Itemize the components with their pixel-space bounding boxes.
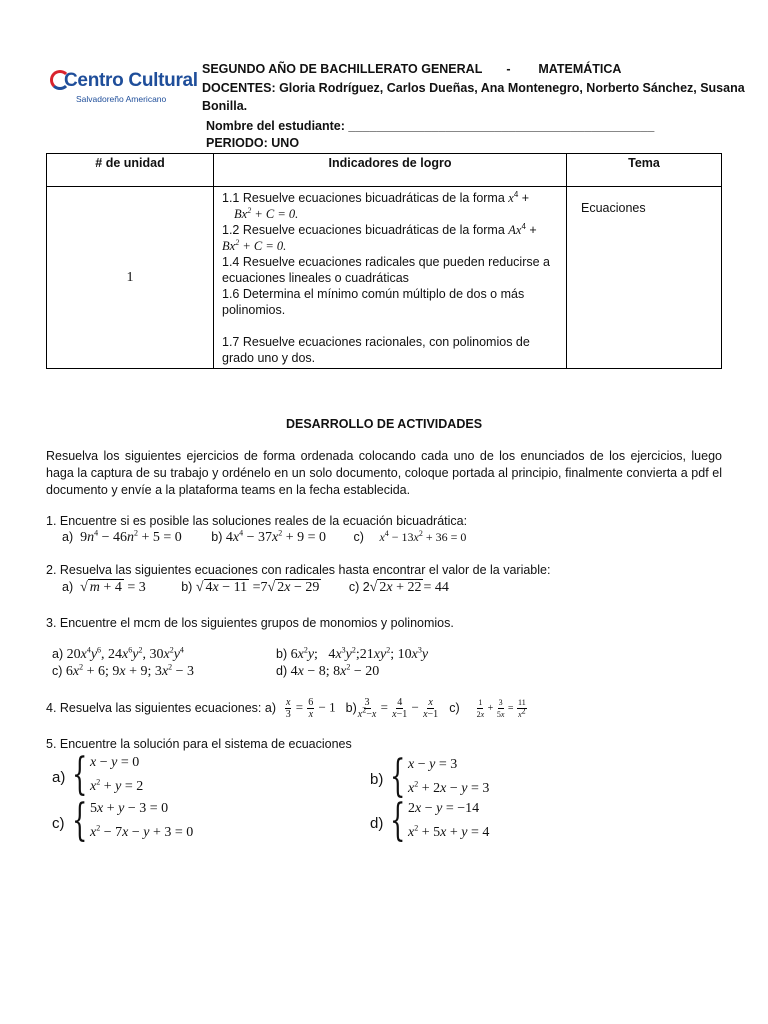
- col-topic-header: Tema: [567, 154, 722, 187]
- question-2-items: [62, 580, 449, 596]
- brace-icon: {: [390, 751, 406, 802]
- header-course: SEGUNDO AÑO DE BACHILLERATO GENERAL - MATEMÁTICA: [202, 62, 622, 76]
- q1-c-equation: $x^4 - 13x^2 + 36 = 0$: [379, 529, 467, 544]
- indicator-1-1-formula: $Bx^2 + C = 0$.: [234, 205, 299, 221]
- q4-a-equation: $\frac{x}{3}$ = $\frac{6}{x}$ − 1: [285, 696, 336, 720]
- unit-number: 1: [47, 187, 214, 369]
- col-indicators-header: Indicadores de logro: [214, 154, 567, 187]
- q1-a-label: a): [62, 530, 74, 544]
- q4-c-equation: $\frac{1}{2x}$ + $\frac{3}{5x}$ = $\frac{11}{x^2}$: [476, 697, 526, 719]
- q4-b-equation: $\frac{3}{x^2-x}$ = $\frac{4}{x-1}$ − $\frac{x}{x-1}$: [357, 696, 439, 720]
- logo-subtitle: Salvadoreño Americano: [76, 94, 167, 104]
- indicator-1-2: 1.2 Resuelve ecuaciones bicuadráticas de la forma $Ax^4$ +: [222, 221, 537, 237]
- indicator-1-6: 1.6 Determina el mínimo común múltiplo de dos o más polinomios.: [222, 287, 525, 317]
- q3-a: a) $20x^4y^6$, $24x^6y^2$, $30x^2y^4$: [52, 645, 184, 662]
- indicator-1-4: 1.4 Resuelve ecuaciones radicales que pueden reducirse a ecuaciones lineales o cuadráticas: [222, 255, 550, 285]
- question-5: 5. Encuentre la solución para el sistema de ecuaciones: [46, 737, 352, 751]
- brace-icon: {: [390, 795, 406, 846]
- q3-c: c) $6x^2 + 6$; 9x + 9; $3x^2 - 3$: [52, 662, 195, 679]
- brace-icon: {: [72, 795, 88, 846]
- brace-icon: {: [72, 749, 88, 800]
- q2-b-label: b): [181, 580, 193, 594]
- q2-b-equation: √ 4x − 11 =7√ 2x − 29: [195, 580, 320, 595]
- col-unit-header: # de unidad: [47, 154, 214, 187]
- q1-b-equation: $4x^4 - 37x^2 + 9 = 0$: [225, 528, 327, 545]
- indicator-1-2-formula: $Bx^2 + C = 0$.: [222, 237, 287, 253]
- period-label: PERIODO: UNO: [206, 136, 300, 150]
- question-3: 3. Encuentre el mcm de los siguientes grupos de monomios y polinomios.: [46, 616, 454, 630]
- q3-d: d) 4x − 8; $8x^2 - 20$: [276, 662, 380, 679]
- topic-cell: Ecuaciones: [567, 187, 722, 369]
- section-title: DESARROLLO DE ACTIVIDADES: [285, 417, 483, 431]
- q1-c-label: c): [353, 530, 364, 544]
- q2-c-equation: √ 2x + 22 = 44: [369, 580, 449, 595]
- indicators-cell: [214, 187, 567, 369]
- school-logo: [46, 66, 198, 106]
- question-1-items: [62, 530, 466, 546]
- indicator-1-1: 1.1 Resuelve ecuaciones bicuadráticas de la forma $x^4$ +: [222, 189, 530, 205]
- header-teachers: DOCENTES: Gloria Rodríguez, Carlos Dueñas, Ana Montenegro, Norberto Sánchez, Susana: [202, 81, 745, 95]
- q2-a-label: a): [62, 580, 74, 594]
- indicator-1-7: 1.7 Resuelve ecuaciones racionales, con polinomios de grado uno y dos.: [222, 335, 530, 365]
- table-header-row: [47, 154, 722, 187]
- question-2: 2. Resuelva las siguientes ecuaciones con radicales hasta encontrar el valor de la variable:: [46, 563, 551, 577]
- units-table: [46, 153, 722, 369]
- logo-name: Centro Cultural: [64, 70, 198, 91]
- q1-b-label: b): [211, 530, 223, 544]
- table-row: [47, 187, 722, 369]
- header-teachers-cont: Bonilla.: [202, 99, 248, 113]
- q1-a-equation: $9n^4 - 46n^2 + 5 = 0$: [76, 528, 182, 545]
- q2-a-equation: √ m + 4 = 3: [76, 580, 146, 595]
- q2-c-label: c) 2: [348, 580, 370, 594]
- q3-b: b) $6x^2y$; $4x^3y^2;21xy^2$; $10x^3y$: [276, 645, 429, 662]
- student-name-field: Nombre del estudiante: ____________________________________________: [206, 119, 655, 133]
- question-1: 1. Encuentre si es posible las soluciones reales de la ecuación bicuadrática:: [46, 514, 468, 528]
- question-4: 4. Resuelva las siguientes ecuaciones: a) $\frac{x}{3}$ = $\frac{6}{x}$ − 1 b) $\frac{3}{x^2-x}$ = $\frac{4}{x-1}$ − $\frac{x}{x-1}$ c) $\frac{1}{2x}$ + $\frac{3}{5x}$ = $\frac{11}{x^2}$: [46, 696, 526, 720]
- instructions-paragraph: Resuelva los siguientes ejercicios de forma ordenada colocando cada uno de los enunciados de los ejercicios, luego haga la captura de su trabajo y ordénelo en un solo documento, coloque portada al principio, finalmente convierta a pdf el documento y envíe a la plataforma teams en la fecha establecida.: [46, 449, 722, 497]
